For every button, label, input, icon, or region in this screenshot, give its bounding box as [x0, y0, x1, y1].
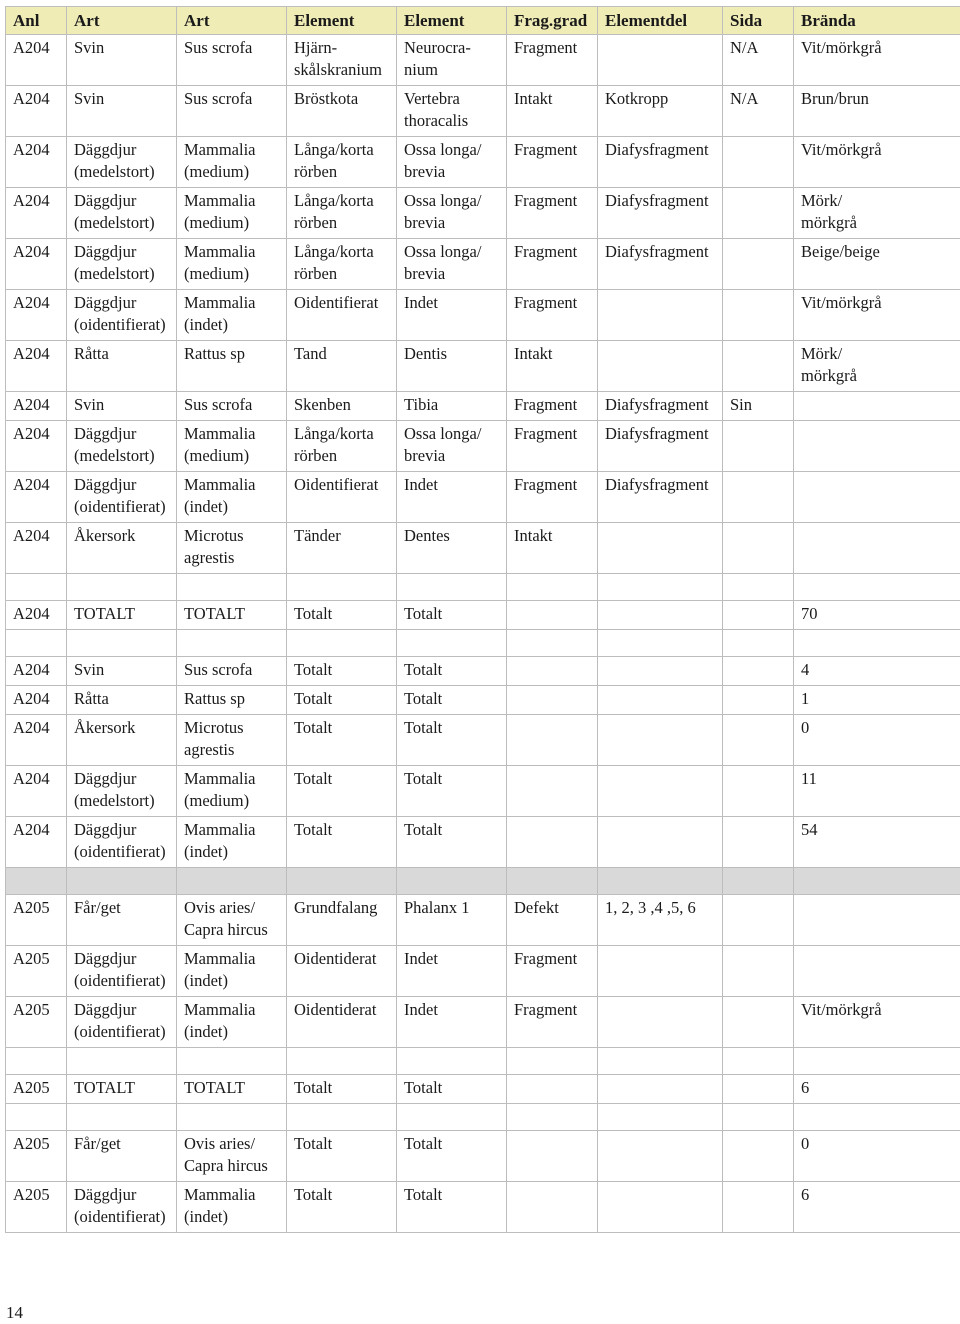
cell-branda: 1 [794, 686, 960, 715]
cell-art-latin: Ovis aries/ Capra hircus [177, 1131, 287, 1182]
cell-art-latin: Mammalia (indet) [177, 997, 287, 1048]
empty-cell [287, 1104, 397, 1131]
cell-branda: Vit/mörkgrå [794, 137, 960, 188]
cell-element-latin: Dentis [397, 341, 507, 392]
cell-art-latin: TOTALT [177, 1075, 287, 1104]
cell-art: Däggdjur (medelstort) [67, 188, 177, 239]
cell-element-latin: Totalt [397, 601, 507, 630]
cell-art: Däggdjur (medelstort) [67, 421, 177, 472]
cell-frag-grad: Fragment [507, 188, 598, 239]
cell-art: Råtta [67, 686, 177, 715]
empty-cell [723, 1104, 794, 1131]
cell-sida [723, 341, 794, 392]
cell-frag-grad [507, 601, 598, 630]
cell-frag-grad [507, 686, 598, 715]
cell-anl: A204 [6, 188, 67, 239]
cell-element-latin: Indet [397, 997, 507, 1048]
cell-element: Totalt [287, 657, 397, 686]
empty-cell [794, 868, 960, 895]
total-row [6, 601, 960, 630]
cell-art: Åkersork [67, 523, 177, 574]
cell-sida [723, 766, 794, 817]
cell-art: Svin [67, 657, 177, 686]
header-row [6, 7, 960, 35]
cell-sida [723, 895, 794, 946]
cell-element-latin: Phalanx 1 [397, 895, 507, 946]
cell-element: Oidentiderat [287, 946, 397, 997]
cell-anl: A204 [6, 421, 67, 472]
cell-branda: Vit/mörkgrå [794, 997, 960, 1048]
empty-cell [6, 574, 67, 601]
empty-cell [287, 574, 397, 601]
cell-art: Däggdjur (oidentifierat) [67, 1182, 177, 1233]
cell-anl: A204 [6, 686, 67, 715]
cell-branda: Brun/brun [794, 86, 960, 137]
cell-frag-grad: Fragment [507, 392, 598, 421]
blank-row [6, 574, 960, 601]
empty-cell [598, 1104, 723, 1131]
cell-art-latin: Mammalia (medium) [177, 421, 287, 472]
cell-frag-grad: Fragment [507, 35, 598, 86]
table-row [6, 188, 960, 239]
cell-art: Åkersork [67, 715, 177, 766]
cell-elementdel: Diafysfragment [598, 472, 723, 523]
cell-sida: Sin [723, 392, 794, 421]
cell-anl: A205 [6, 895, 67, 946]
empty-cell [6, 868, 67, 895]
cell-element: Långa/korta rörben [287, 421, 397, 472]
cell-anl: A204 [6, 137, 67, 188]
empty-cell [67, 1104, 177, 1131]
cell-art: Råtta [67, 341, 177, 392]
cell-frag-grad [507, 715, 598, 766]
cell-elementdel: 1, 2, 3 ,4 ,5, 6 [598, 895, 723, 946]
cell-branda: Mörk/ mörkgrå [794, 341, 960, 392]
table-row [6, 421, 960, 472]
cell-branda: 0 [794, 1131, 960, 1182]
cell-elementdel [598, 766, 723, 817]
cell-elementdel [598, 686, 723, 715]
empty-cell [6, 1048, 67, 1075]
cell-frag-grad [507, 657, 598, 686]
cell-sida [723, 1075, 794, 1104]
cell-elementdel [598, 657, 723, 686]
header-branda: Brända [794, 7, 960, 35]
cell-branda: 11 [794, 766, 960, 817]
empty-cell [397, 574, 507, 601]
cell-element-latin: Totalt [397, 1075, 507, 1104]
cell-art: Däggdjur (oidentifierat) [67, 997, 177, 1048]
cell-element: Totalt [287, 766, 397, 817]
cell-art-latin: Mammalia (indet) [177, 946, 287, 997]
table-row [6, 290, 960, 341]
total-row [6, 1182, 960, 1233]
empty-cell [397, 1104, 507, 1131]
cell-art-latin: Sus scrofa [177, 657, 287, 686]
cell-sida [723, 997, 794, 1048]
blank-row [6, 1048, 960, 1075]
cell-art-latin: Mammalia (indet) [177, 1182, 287, 1233]
empty-cell [397, 1048, 507, 1075]
cell-anl: A204 [6, 392, 67, 421]
cell-anl: A205 [6, 1131, 67, 1182]
cell-element: Skenben [287, 392, 397, 421]
cell-elementdel [598, 817, 723, 868]
empty-cell [794, 1048, 960, 1075]
cell-element: Tänder [287, 523, 397, 574]
cell-art: Får/get [67, 895, 177, 946]
cell-anl: A204 [6, 817, 67, 868]
cell-art-latin: Mammalia (indet) [177, 472, 287, 523]
cell-sida [723, 421, 794, 472]
cell-sida [723, 686, 794, 715]
cell-branda: 4 [794, 657, 960, 686]
cell-art-latin: Mammalia (indet) [177, 817, 287, 868]
cell-element-latin: Ossa longa/ brevia [397, 421, 507, 472]
cell-art: Däggdjur (medelstort) [67, 239, 177, 290]
cell-element-latin: Totalt [397, 657, 507, 686]
cell-anl: A204 [6, 523, 67, 574]
empty-cell [794, 574, 960, 601]
cell-element-latin: Totalt [397, 766, 507, 817]
total-row [6, 1075, 960, 1104]
empty-cell [507, 1104, 598, 1131]
empty-cell [6, 1104, 67, 1131]
cell-frag-grad: Intakt [507, 523, 598, 574]
cell-frag-grad: Fragment [507, 421, 598, 472]
cell-elementdel: Diafysfragment [598, 392, 723, 421]
cell-art-latin: Ovis aries/ Capra hircus [177, 895, 287, 946]
cell-art: TOTALT [67, 1075, 177, 1104]
cell-sida [723, 1131, 794, 1182]
cell-branda: Vit/mörkgrå [794, 290, 960, 341]
cell-branda [794, 421, 960, 472]
cell-element-latin: Totalt [397, 686, 507, 715]
cell-elementdel [598, 601, 723, 630]
empty-cell [67, 574, 177, 601]
total-row [6, 817, 960, 868]
empty-cell [177, 1048, 287, 1075]
empty-cell [177, 868, 287, 895]
cell-elementdel [598, 715, 723, 766]
cell-sida [723, 188, 794, 239]
cell-element-latin: Ossa longa/ brevia [397, 188, 507, 239]
cell-art-latin: Sus scrofa [177, 35, 287, 86]
cell-element-latin: Dentes [397, 523, 507, 574]
cell-frag-grad: Defekt [507, 895, 598, 946]
empty-cell [507, 868, 598, 895]
cell-frag-grad [507, 1182, 598, 1233]
header-elementdel: Elementdel [598, 7, 723, 35]
cell-branda: 54 [794, 817, 960, 868]
table-row [6, 946, 960, 997]
cell-art-latin: Sus scrofa [177, 86, 287, 137]
cell-branda [794, 392, 960, 421]
cell-elementdel: Kotkropp [598, 86, 723, 137]
separator-row [6, 868, 960, 895]
header-anl: Anl [6, 7, 67, 35]
cell-element-latin: Ossa longa/ brevia [397, 239, 507, 290]
cell-element: Hjärn- skålskranium [287, 35, 397, 86]
cell-element-latin: Indet [397, 946, 507, 997]
cell-art-latin: Mammalia (medium) [177, 137, 287, 188]
cell-frag-grad: Fragment [507, 997, 598, 1048]
cell-frag-grad [507, 817, 598, 868]
header-art: Art [67, 7, 177, 35]
page-number: 14 [6, 1303, 23, 1322]
cell-branda: 6 [794, 1182, 960, 1233]
cell-anl: A204 [6, 601, 67, 630]
cell-branda [794, 946, 960, 997]
cell-element-latin: Indet [397, 290, 507, 341]
cell-element: Långa/korta rörben [287, 188, 397, 239]
table-row [6, 472, 960, 523]
cell-anl: A204 [6, 35, 67, 86]
cell-elementdel [598, 1182, 723, 1233]
cell-element: Grundfalang [287, 895, 397, 946]
cell-art: Däggdjur (oidentifierat) [67, 290, 177, 341]
cell-branda: 6 [794, 1075, 960, 1104]
cell-frag-grad: Fragment [507, 472, 598, 523]
cell-elementdel: Diafysfragment [598, 188, 723, 239]
cell-elementdel: Diafysfragment [598, 239, 723, 290]
cell-art-latin: Mammalia (medium) [177, 766, 287, 817]
cell-elementdel [598, 341, 723, 392]
cell-branda [794, 895, 960, 946]
header-art-latin: Art [177, 7, 287, 35]
total-row [6, 657, 960, 686]
cell-art: Får/get [67, 1131, 177, 1182]
cell-anl: A204 [6, 290, 67, 341]
cell-elementdel: Diafysfragment [598, 421, 723, 472]
table-row [6, 86, 960, 137]
cell-branda [794, 472, 960, 523]
cell-element: Totalt [287, 715, 397, 766]
empty-cell [397, 630, 507, 657]
cell-art-latin: Mammalia (medium) [177, 188, 287, 239]
cell-sida [723, 1182, 794, 1233]
cell-elementdel [598, 290, 723, 341]
empty-cell [598, 574, 723, 601]
cell-branda: Beige/beige [794, 239, 960, 290]
empty-cell [794, 630, 960, 657]
table-row [6, 523, 960, 574]
cell-frag-grad: Intakt [507, 341, 598, 392]
cell-sida: N/A [723, 86, 794, 137]
cell-element: Totalt [287, 686, 397, 715]
cell-art-latin: Rattus sp [177, 341, 287, 392]
cell-element-latin: Totalt [397, 1182, 507, 1233]
cell-sida [723, 601, 794, 630]
cell-art: TOTALT [67, 601, 177, 630]
table-row [6, 35, 960, 86]
cell-element-latin: Vertebra thoracalis [397, 86, 507, 137]
cell-sida [723, 290, 794, 341]
cell-anl: A205 [6, 1182, 67, 1233]
empty-cell [6, 630, 67, 657]
cell-sida [723, 137, 794, 188]
cell-element-latin: Totalt [397, 715, 507, 766]
cell-sida [723, 657, 794, 686]
cell-sida [723, 715, 794, 766]
cell-elementdel [598, 997, 723, 1048]
empty-cell [177, 574, 287, 601]
empty-cell [287, 868, 397, 895]
cell-sida [723, 239, 794, 290]
cell-branda: 70 [794, 601, 960, 630]
cell-element-latin: Ossa longa/ brevia [397, 137, 507, 188]
empty-cell [723, 1048, 794, 1075]
cell-frag-grad: Fragment [507, 137, 598, 188]
empty-cell [177, 630, 287, 657]
cell-frag-grad: Fragment [507, 290, 598, 341]
header-frag-grad: Frag.grad [507, 7, 598, 35]
cell-anl: A204 [6, 239, 67, 290]
cell-art: Däggdjur (oidentifierat) [67, 472, 177, 523]
cell-frag-grad: Fragment [507, 946, 598, 997]
cell-art-latin: Rattus sp [177, 686, 287, 715]
cell-element: Långa/korta rörben [287, 137, 397, 188]
cell-element: Totalt [287, 1131, 397, 1182]
empty-cell [287, 630, 397, 657]
empty-cell [507, 630, 598, 657]
cell-element-latin: Indet [397, 472, 507, 523]
cell-branda: Vit/mörkgrå [794, 35, 960, 86]
total-row [6, 1131, 960, 1182]
cell-element: Totalt [287, 817, 397, 868]
empty-cell [67, 1048, 177, 1075]
cell-element: Totalt [287, 1075, 397, 1104]
table-row [6, 137, 960, 188]
cell-art-latin: Mammalia (medium) [177, 239, 287, 290]
cell-elementdel: Diafysfragment [598, 137, 723, 188]
bone-table [5, 6, 960, 1233]
cell-frag-grad: Intakt [507, 86, 598, 137]
empty-cell [67, 630, 177, 657]
blank-row [6, 630, 960, 657]
cell-anl: A205 [6, 997, 67, 1048]
cell-element: Tand [287, 341, 397, 392]
cell-elementdel [598, 523, 723, 574]
empty-cell [507, 1048, 598, 1075]
total-row [6, 686, 960, 715]
cell-art: Däggdjur (oidentifierat) [67, 946, 177, 997]
cell-element: Totalt [287, 601, 397, 630]
cell-anl: A204 [6, 715, 67, 766]
table-row [6, 239, 960, 290]
cell-art: Svin [67, 392, 177, 421]
cell-branda: Mörk/ mörkgrå [794, 188, 960, 239]
cell-anl: A204 [6, 341, 67, 392]
cell-art: Däggdjur (medelstort) [67, 137, 177, 188]
table-row [6, 341, 960, 392]
empty-cell [723, 574, 794, 601]
table-header [6, 7, 960, 35]
cell-anl: A204 [6, 657, 67, 686]
cell-art: Däggdjur (medelstort) [67, 766, 177, 817]
table-body [6, 35, 960, 1233]
cell-art-latin: Microtus agrestis [177, 715, 287, 766]
empty-cell [598, 1048, 723, 1075]
cell-element-latin: Neurocra- nium [397, 35, 507, 86]
cell-anl: A204 [6, 766, 67, 817]
table-row [6, 997, 960, 1048]
cell-element-latin: Totalt [397, 1131, 507, 1182]
cell-anl: A204 [6, 472, 67, 523]
cell-frag-grad: Fragment [507, 239, 598, 290]
cell-element-latin: Totalt [397, 817, 507, 868]
cell-elementdel [598, 1075, 723, 1104]
cell-element: Totalt [287, 1182, 397, 1233]
blank-row [6, 1104, 960, 1131]
cell-frag-grad [507, 1131, 598, 1182]
cell-art: Däggdjur (oidentifierat) [67, 817, 177, 868]
header-element: Element [287, 7, 397, 35]
table-row [6, 392, 960, 421]
cell-element: Oidentifierat [287, 290, 397, 341]
cell-sida: N/A [723, 35, 794, 86]
cell-elementdel [598, 35, 723, 86]
cell-branda [794, 523, 960, 574]
cell-frag-grad [507, 766, 598, 817]
empty-cell [507, 574, 598, 601]
table-row [6, 895, 960, 946]
empty-cell [794, 1104, 960, 1131]
cell-art-latin: Microtus agrestis [177, 523, 287, 574]
cell-art: Svin [67, 86, 177, 137]
cell-anl: A205 [6, 946, 67, 997]
cell-element: Oidentifierat [287, 472, 397, 523]
empty-cell [397, 868, 507, 895]
header-element-latin: Element [397, 7, 507, 35]
empty-cell [723, 868, 794, 895]
cell-element-latin: Tibia [397, 392, 507, 421]
cell-anl: A205 [6, 1075, 67, 1104]
empty-cell [598, 630, 723, 657]
empty-cell [598, 868, 723, 895]
cell-art-latin: TOTALT [177, 601, 287, 630]
cell-element: Oidentiderat [287, 997, 397, 1048]
cell-sida [723, 946, 794, 997]
cell-elementdel [598, 946, 723, 997]
cell-sida [723, 472, 794, 523]
cell-anl: A204 [6, 86, 67, 137]
cell-frag-grad [507, 1075, 598, 1104]
total-row [6, 766, 960, 817]
cell-art-latin: Mammalia (indet) [177, 290, 287, 341]
cell-branda: 0 [794, 715, 960, 766]
empty-cell [287, 1048, 397, 1075]
cell-art: Svin [67, 35, 177, 86]
cell-elementdel [598, 1131, 723, 1182]
empty-cell [177, 1104, 287, 1131]
cell-sida [723, 523, 794, 574]
empty-cell [67, 868, 177, 895]
cell-art-latin: Sus scrofa [177, 392, 287, 421]
total-row [6, 715, 960, 766]
cell-element: Långa/korta rörben [287, 239, 397, 290]
empty-cell [723, 630, 794, 657]
cell-sida [723, 817, 794, 868]
cell-element: Bröstkota [287, 86, 397, 137]
header-sida: Sida [723, 7, 794, 35]
